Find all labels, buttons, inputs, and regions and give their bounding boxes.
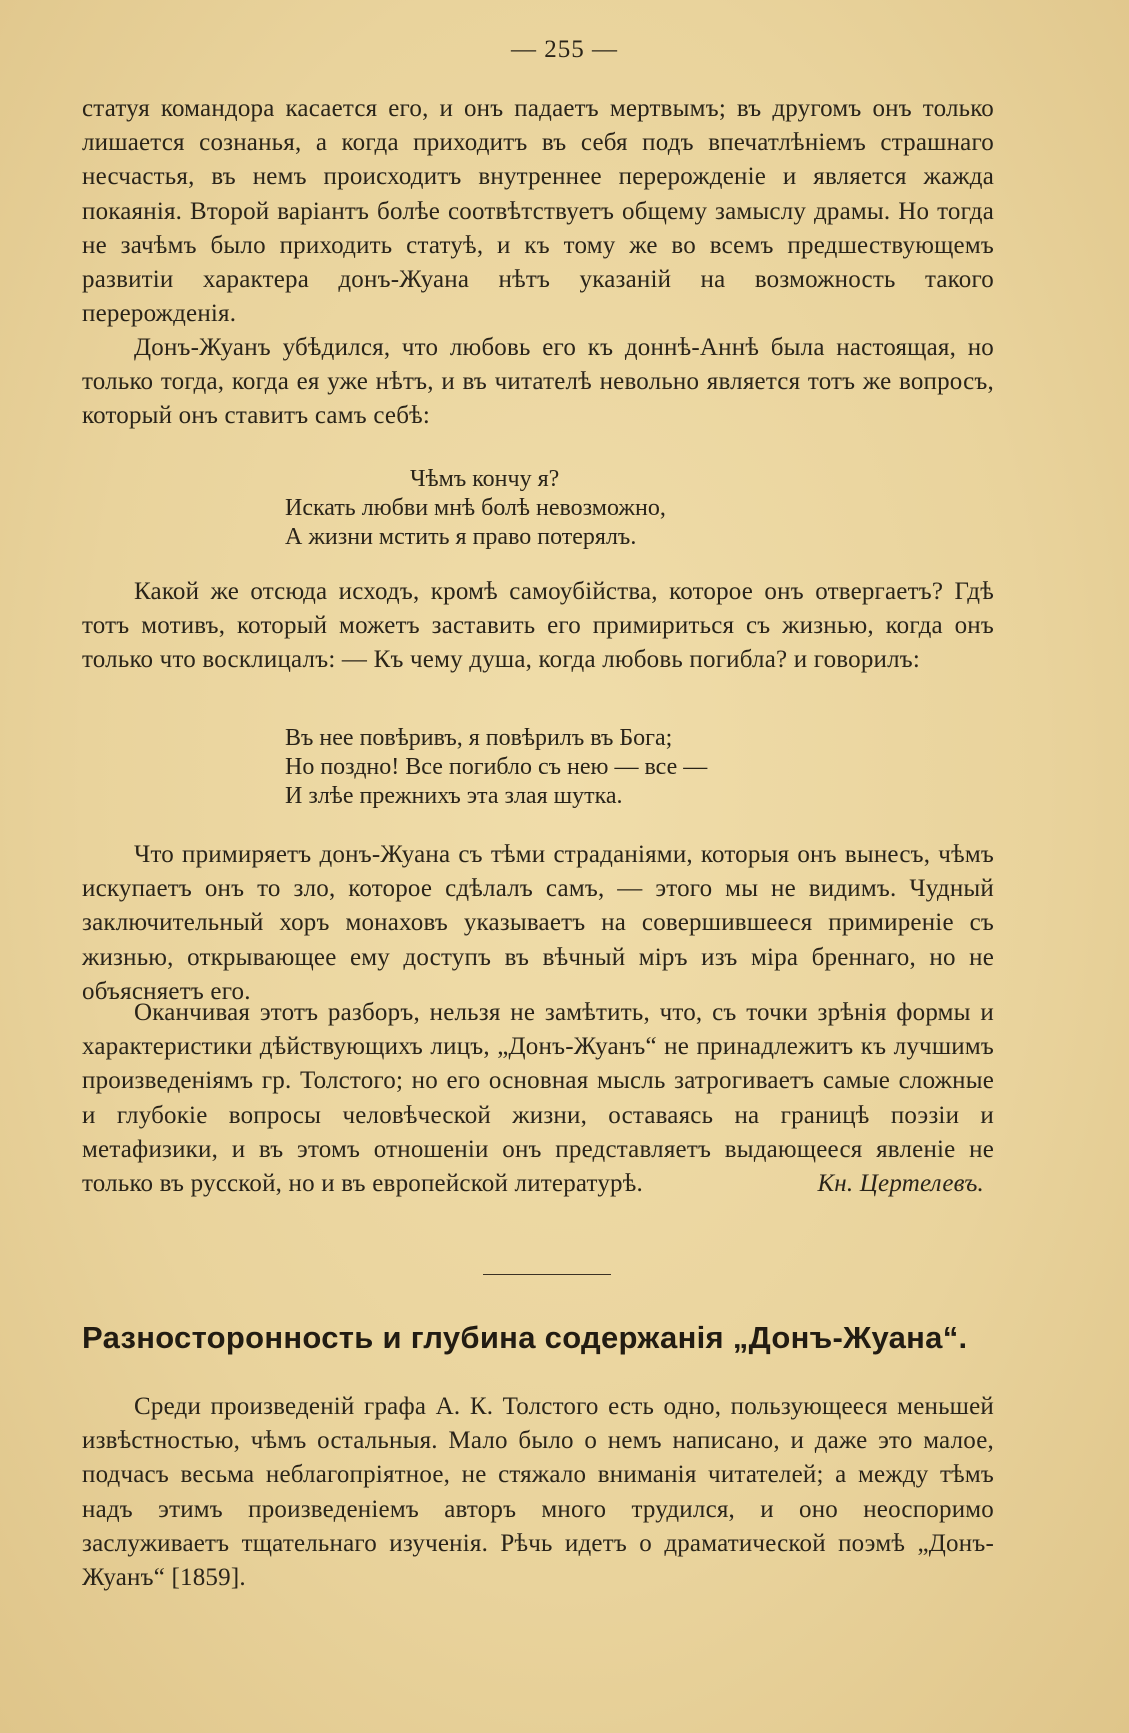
verse-line: И злѣе прежнихъ эта злая шутка. bbox=[285, 783, 623, 809]
page-number: — 255 — bbox=[511, 36, 618, 63]
paragraph-2 bbox=[82, 331, 994, 434]
paragraph-1 bbox=[82, 92, 994, 331]
paragraph-5 bbox=[82, 996, 994, 1201]
verse-line: Искать любви мнѣ болѣ невозможно, bbox=[285, 495, 666, 521]
verse-line: Въ нее повѣривъ, я повѣрилъ въ Бога; bbox=[285, 725, 673, 751]
section-divider bbox=[483, 1274, 611, 1275]
verse-line: А жизни мстить я право потерялъ. bbox=[285, 524, 637, 550]
paragraph-5-body: Оканчивая этотъ разборъ, нельзя не замѣтить, что, съ точки зрѣнія формы и характеристики дѣйствующихъ лицъ, „Донъ-Жуанъ“ не принадлежитъ къ лучшимъ произведеніямъ гр. Толстого; но его основная мысль затрогиваетъ самые сложные и глубокіе вопросы человѣческой жизни, оставаясь на границѣ поэзіи и метафизики, и въ этомъ отношеніи онъ представляетъ выдающееся явленіе не только въ русской, но и въ европейской литературѣ. bbox=[82, 999, 994, 1198]
paragraph-6 bbox=[82, 1390, 994, 1595]
paragraph-4-text: Что примиряетъ донъ-Жуана съ тѣми страданіями, которыя онъ вынесъ, чѣмъ искупаетъ онъ то зло, которое сдѣлалъ самъ, — этого мы не видимъ. Чудный заключительный хоръ монаховъ указываетъ на совершившееся примиреніе съ жизнью, открывающее ему доступъ въ вѣчный міръ изъ міра бреннаго, но не объясняетъ его. bbox=[82, 841, 994, 1005]
author-signature: Кн. Цертелевъ. bbox=[817, 1170, 984, 1198]
paragraph-3-text: Какой же отсюда исходъ, кромѣ самоубійства, которое онъ отвергаетъ? Гдѣ тотъ мотивъ, который можетъ заставить его примириться съ жизнью, когда онъ только что восклицалъ: — Къ чему душа, когда любовь погибла? и говорилъ: bbox=[82, 578, 994, 674]
verse-line: Но поздно! Все погибло съ нею — все — bbox=[285, 754, 708, 780]
verse-line: Чѣмъ кончу я? bbox=[410, 466, 560, 492]
paragraph-4 bbox=[82, 838, 994, 1009]
paragraph-2-text: Донъ-Жуанъ убѣдился, что любовь его къ доннѣ-Аннѣ была настоящая, но только тогда, когда ея уже нѣтъ, и въ читателѣ невольно является тотъ же вопросъ, который онъ ставитъ самъ себѣ: bbox=[82, 334, 994, 430]
verse-quote-2 bbox=[285, 724, 707, 811]
verse-quote-1 bbox=[285, 465, 666, 552]
paragraph-1-text: статуя командора касается его, и онъ падаетъ мертвымъ; въ другомъ онъ только лишается сознанья, а когда приходитъ въ себя подъ впечатлѣніемъ страшнаго несчастья, въ немъ происходитъ внутреннее перерожденіе и является жажда покаянія. Второй варіантъ болѣе соотвѣтствуетъ общему замыслу драмы. Но тогда не зачѣмъ было приходить статуѣ, и къ тому же во всемъ предшествующемъ развитіи характера донъ-Жуана нѣтъ указаній на возможность такого перерожденія. bbox=[82, 95, 994, 328]
paragraph-6-text: Среди произведеній графа А. К. Толстого есть одно, пользующееся меньшей извѣстностью, чѣмъ остальныя. Мало было о немъ написано, и даже это малое, подчасъ весьма неблагопріятное, не стяжало вниманія читателей; а между тѣмъ надъ этимъ произведеніемъ авторъ много трудился, и оно неоспоримо заслуживаетъ тщательнаго изученія. Рѣчь идетъ о драматической поэмѣ „Донъ-Жуанъ“ [1859]. bbox=[82, 1393, 994, 1592]
paragraph-5-text bbox=[82, 996, 994, 1201]
paragraph-3 bbox=[82, 575, 994, 678]
section-heading: Разносторонность и глубина содержанія „Донъ-Жуана“. bbox=[82, 1320, 968, 1355]
